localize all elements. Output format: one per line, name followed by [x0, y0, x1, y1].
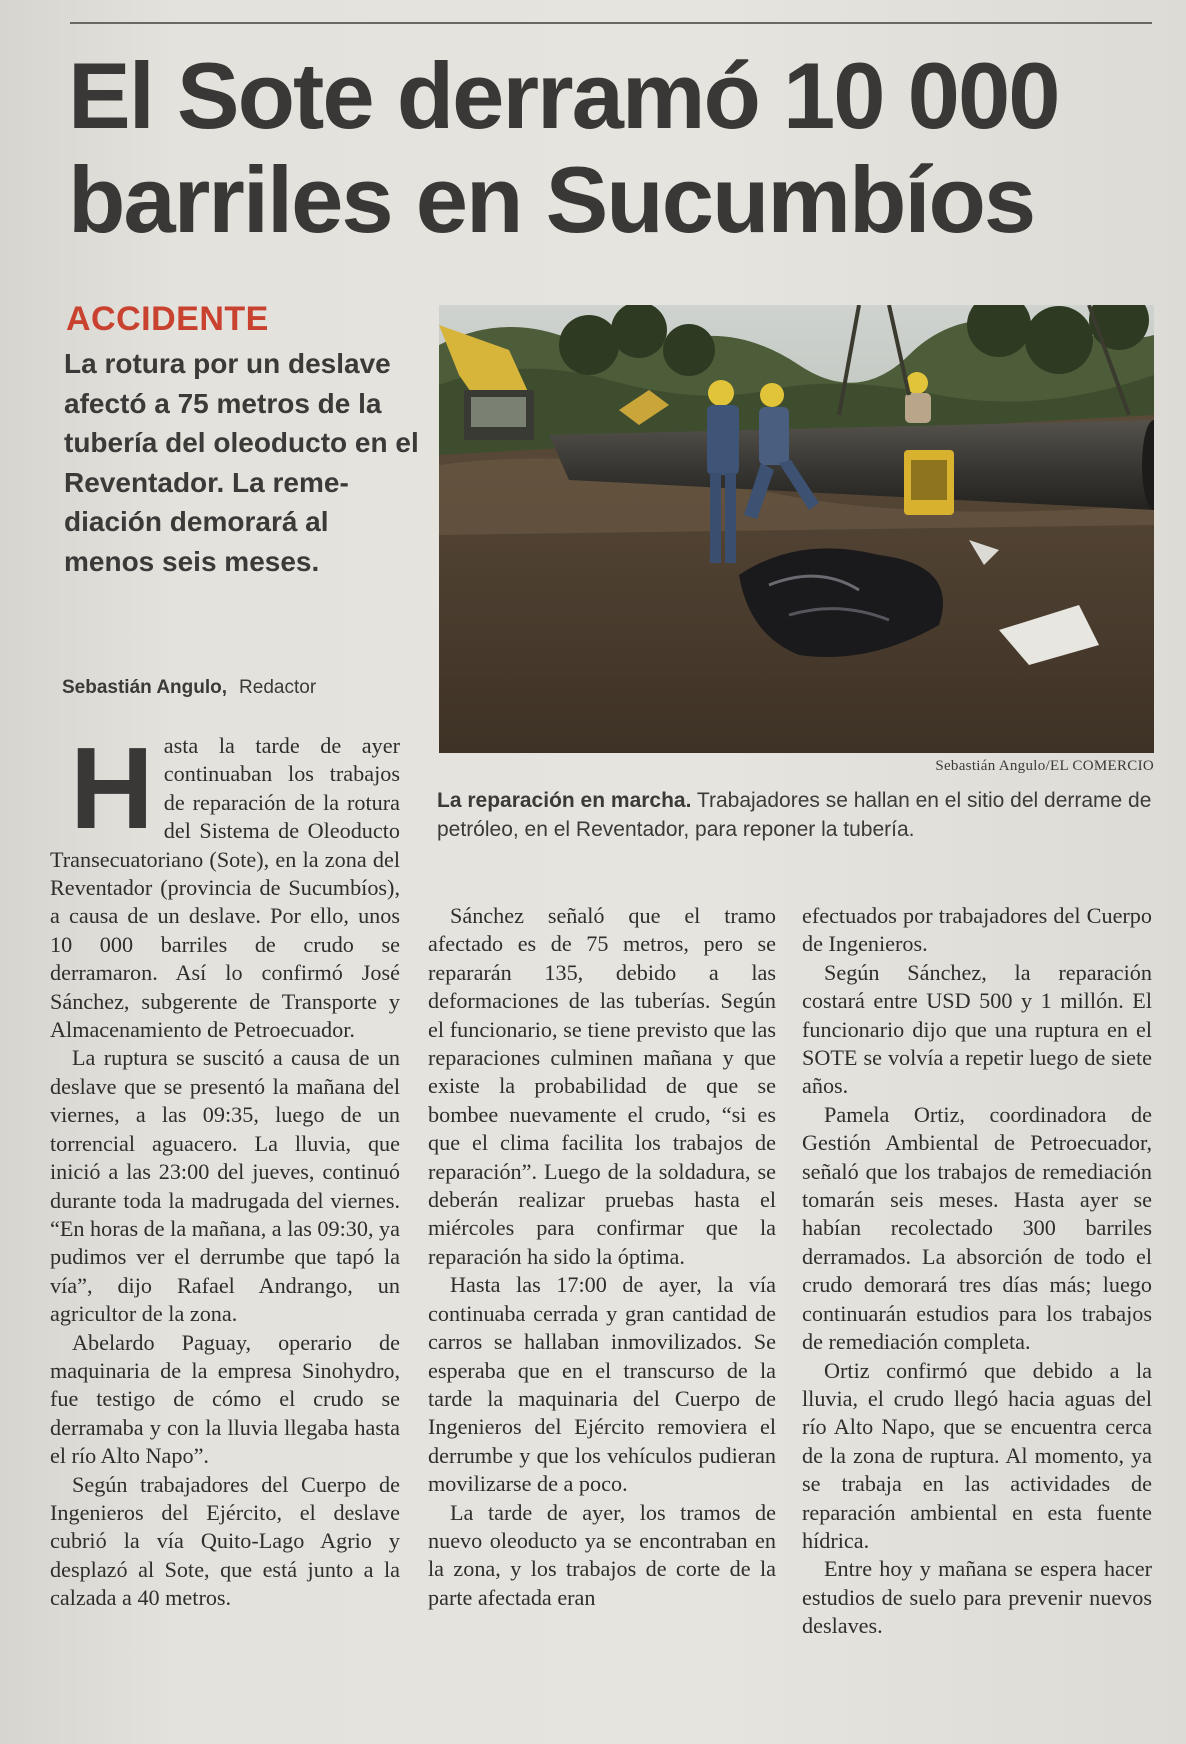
photo-illustration [439, 305, 1154, 753]
paragraph: asta la tarde de ayer continuaban los trabajos de reparación de la rotura del Sistema de Oleoducto Transecuatoriano (Sote), en la zona del Reventador (provincia de Sucumbíos), a causa de un deslave. Por ello, unos 10 000 barriles de crudo se derramaron. Así lo confirmó José Sánchez, subgerente de Transporte y Almacenamiento de Petroecuador. [50, 733, 400, 1043]
paragraph: Según Sánchez, la reparación costará entre USD 500 y 1 millón. El funcionario dijo que una ruptura en el SOTE se volvía a repetir luego de siete años. [802, 959, 1152, 1099]
drop-cap: H [70, 723, 154, 853]
article-column-2 [428, 902, 776, 1612]
deck-summary: La rotura por un deslave afectó a 75 metros de la tubería del oleoducto en el Reventador. La reme-diación demorará al menos seis meses. [64, 348, 419, 577]
paragraph: efectuados por trabajadores del Cuerpo de Ingenieros. [802, 903, 1152, 957]
top-rule [70, 22, 1152, 24]
byline-name: Sebastián Angulo, [62, 677, 228, 698]
worker-right [905, 372, 931, 423]
paragraph: Sánchez señaló que el tramo afectado es de 75 metros, pero se repararán 135, debido a las deformaciones de las tuberías. Según el funcionario, se tiene previsto que las reparaciones culminen mañana y que existe la probabilidad de que se bombee nuevamente el crudo, “si es que el clima facilita los trabajos de reparación”. Luego de la soldadura, se deberán realizar pruebas hasta el miércoles para confirmar que la reparación ha sido la óptima. [428, 903, 776, 1269]
news-photo [439, 305, 1154, 753]
photo-credit: Sebastián Angulo/EL COMERCIO [935, 758, 1154, 774]
paragraph: La ruptura se suscitó a causa de un deslave que se presentó la mañana del viernes, a las 09:35, luego de un torrencial aguacero. La lluvia, que inició a las 23:00 del jueves, continuó durante toda la madrugada del viernes. “En horas de la mañana, a las 09:30, ya pudimos ver el derrumbe que tapó la vía”, dijo Rafael Andrango, un agricultor de la zona. [50, 1045, 400, 1327]
paragraph: Ortiz confirmó que debido a la lluvia, el crudo llegó hacia aguas del río Alto Napo, que se encuentra cerca de la zona de ruptura. Al momento, ya se trabaja en las actividades de reparación ambiental en esta fuente hídrica. [802, 1357, 1152, 1553]
section-kicker: ACCIDENTE [66, 300, 269, 338]
photo-caption [437, 786, 1157, 844]
paragraph: Pamela Ortiz, coordinadora de Gestión Ambiental de Petroecuador, señaló que los trabajos de remediación tomarán seis meses. Hasta ayer se habían recolectado 300 barriles derramados. La absorción de todo el crudo demorará tres días más; luego continuarán estudios para los trabajos de remediación completa. [802, 1101, 1152, 1355]
paragraph: Abelardo Paguay, operario de maquinaria de la empresa Sinohydro, fue testigo de cómo el crudo se derramaba y con la lluvia llegaba hasta el río Alto Napo”. [50, 1329, 400, 1469]
article-column-3 [802, 902, 1152, 1641]
byline-role: Redactor [239, 677, 317, 698]
caption-lead: La reparación en marcha. [437, 789, 692, 812]
headline: El Sote derramó 10 000 barriles en Sucumbíos [68, 43, 1059, 252]
caption-text: Trabajadores se hallan en el sitio del derrame de petróleo, en el Reventador, para reponer la tubería. [437, 789, 1152, 841]
byline [62, 677, 316, 699]
article-column-1 [50, 723, 400, 1613]
paragraph: Entre hoy y mañana se espera hacer estudios de suelo para prevenir nuevos deslaves. [802, 1556, 1152, 1639]
paragraph: La tarde de ayer, los tramos de nuevo oleoducto ya se encontraban en la zona, y los trabajos de corte de la parte afectada eran [428, 1499, 776, 1610]
paragraph: Hasta las 17:00 de ayer, la vía continuaba cerrada y gran cantidad de carros se hallaban inmovilizados. Se esperaba que en el transcurso de la tarde la maquinaria del Cuerpo de Ingenieros del Ejército removiera el derrumbe y que los vehículos pudieran movilizarse de a poco. [428, 1272, 776, 1497]
paragraph: Según trabajadores del Cuerpo de Ingenieros del Ejército, el deslave cubrió la vía Quito-Lago Agrio y desplazó al Sote, que está junto a la calzada a 40 metros. [50, 1471, 400, 1611]
